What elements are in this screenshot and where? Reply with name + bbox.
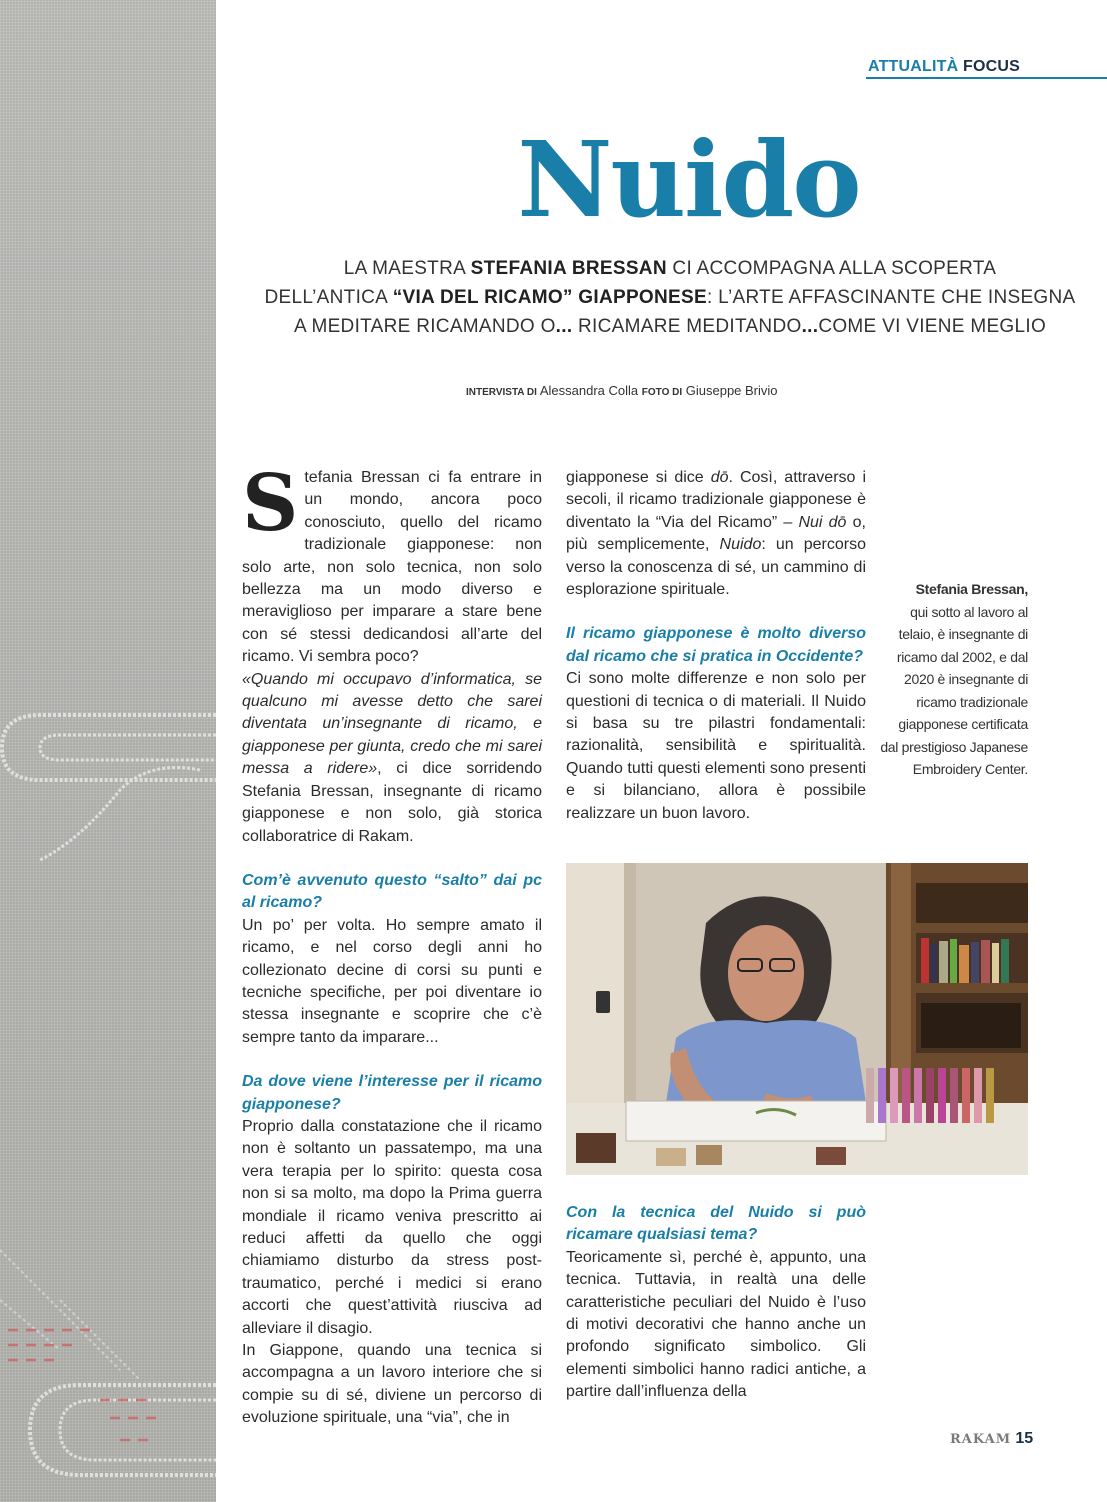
page-number: 15	[1015, 1430, 1034, 1447]
paragraph-text: tefania Bressan ci fa entrare in un mondo, ancora poco conosciuto, quello del ricamo tradizionale giapponese: non solo arte, non solo tecnica, non solo bellezza ma un modo diverso e meraviglioso per imparare a stare bene con sé stessi dedicandosi all’arte del ricamo. Vi sembra poco?	[242, 469, 542, 666]
subtitle-text: A MEDITARE RICAMANDO O	[293, 316, 556, 337]
interviewer-name: Alessandra Colla	[539, 383, 639, 398]
subtitle-text: : L’ARTE AFFASCINANTE CHE INSEGNA	[706, 287, 1076, 308]
interview-answer: In Giappone, quando una tecnica si accompagna a un lavoro interiore che si compie su di sé, diviene un percorso di evoluzione spirituale, una “via”, che in	[242, 1342, 542, 1427]
paragraph-text: . Così, attraverso i secoli, il ricamo tradizionale giapponese è diventato la “Via del Ricamo” –	[566, 469, 867, 531]
drop-cap: S	[242, 458, 299, 549]
interview-answer: Teoricamente sì, perché è, appunto, una tecnica. Tuttavia, in realtà una delle caratteristiche peculiari del Nuido è l’uso di motivi decorativi che hanno anche un profondo significato simbolico. Gli elementi simbolici hanno radici antiche, a partire dall’influenza della	[566, 1248, 866, 1401]
subtitle-highlight: “VIA DEL RICAMO” GIAPPONESE	[392, 287, 707, 308]
column-2-bottom	[566, 1202, 866, 1404]
caption-name: Stefania Bressan,	[915, 581, 1028, 597]
photo-caption	[880, 578, 1028, 781]
section-focus: FOCUS	[963, 58, 1021, 75]
subtitle-name: STEFANIA BRESSAN	[470, 258, 667, 279]
photo-label: FOTO DI	[641, 387, 683, 398]
subtitle-text: RICAMARE MEDITANDO	[572, 316, 802, 337]
section-name: ATTUALITÀ	[868, 58, 959, 75]
interview-label: INTERVISTA DI	[466, 387, 537, 398]
quote-paragraph	[242, 669, 542, 848]
intro-paragraph	[242, 458, 542, 669]
magazine-name: RAKAM	[950, 1432, 1012, 1447]
column-2	[566, 467, 866, 825]
article-subtitle	[250, 254, 1090, 341]
term-nuido: Nuido	[719, 536, 762, 554]
term-do: dō	[710, 469, 729, 486]
subtitle-ellipsis: ...	[801, 316, 819, 337]
interview-question: Da dove viene l’interesse per il ricamo giapponese?	[242, 1073, 542, 1113]
paragraph-text: , ci dice sorridendo Stefania Bressan, insegnante di ricamo giapponese e non solo, già storica collaboratrice di Rakam.	[242, 760, 543, 845]
photo-embroiderer	[566, 863, 1028, 1175]
section-divider	[866, 77, 1107, 79]
interview-question: Com’è avvenuto questo “salto” dai pc al ricamo?	[242, 871, 542, 912]
section-label	[868, 58, 1020, 76]
interview-question: Con la tecnica del Nuido si può ricamare qualsiasi tema?	[566, 1204, 866, 1244]
paragraph-text: o, più semplicemente,	[566, 513, 866, 554]
paragraph-text: giapponese si dice	[566, 469, 711, 486]
subtitle-text: DELL’ANTICA	[264, 287, 393, 308]
paragraph-text: : un percorso verso la conoscenza di sé, un cammino di esplorazione spirituale.	[566, 536, 866, 599]
article-credits	[466, 383, 778, 398]
interview-answer: Un po’ per volta. Ho sempre amato il ricamo, e nel corso degli anni ho collezionato decine di corsi su punti e tecniche specifiche, per poi diventare io stessa insegnante e scoprire che c’è sempre tanto da imparare...	[242, 916, 542, 1046]
paragraph	[566, 467, 866, 601]
subtitle-ellipsis: ...	[555, 316, 573, 337]
page-footer	[950, 1430, 1033, 1448]
column-1	[242, 458, 543, 1430]
article-title: Nuido	[517, 118, 860, 241]
subtitle-text: LA MAESTRA	[343, 258, 471, 279]
subtitle-text: COME VI VIENE MEGLIO	[818, 316, 1047, 337]
quote-text: «Quando mi occupavo d’informatica, se qualcuno mi avesse detto che sarei diventata un’insegnante di ricamo, e giapponese per giunta, credo che mi sarei messa a ridere»	[242, 670, 542, 778]
interview-answer: Ci sono molte differenze e non solo per questioni di tecnica o di materiali. Il Nuido si basa su tre pilastri fondamentali: razionalità, sensibilità e spiritualità. Quando tutti questi elementi sono presenti e si bilanciano, allora è possibile realizzare un buon lavoro.	[566, 670, 866, 822]
caption-text: qui sotto al lavoro al telaio, è insegnante di ricamo dal 2002, e dal 2020 è insegnante di ricamo tradizionale giapponese certificata dal prestigioso Japanese Embroidery Center.	[880, 603, 1028, 777]
interview-question: Il ricamo giapponese è molto diverso dal ricamo che si pratica in Occidente?	[566, 625, 866, 665]
term-nui-do: Nui dō	[798, 513, 847, 531]
interview-answer: Proprio dalla constatazione che il ricamo non è soltanto un passatempo, ma una vera terapia per lo spirito: questa cosa non si sa molto, ma dopo la Prima guerra mondiale il ricamo veniva prescritto ai reduci affetti da quello che oggi chiamiamo disturbo da stress post-traumatico, perché i medici si erano accorti che quest’attività riusciva ad alleviare il disagio.	[242, 1117, 542, 1337]
subtitle-text: CI ACCOMPAGNA ALLA SCOPERTA	[666, 258, 997, 279]
photographer-name: Giuseppe Brivio	[685, 383, 778, 398]
photo-illustration	[566, 863, 1028, 1175]
